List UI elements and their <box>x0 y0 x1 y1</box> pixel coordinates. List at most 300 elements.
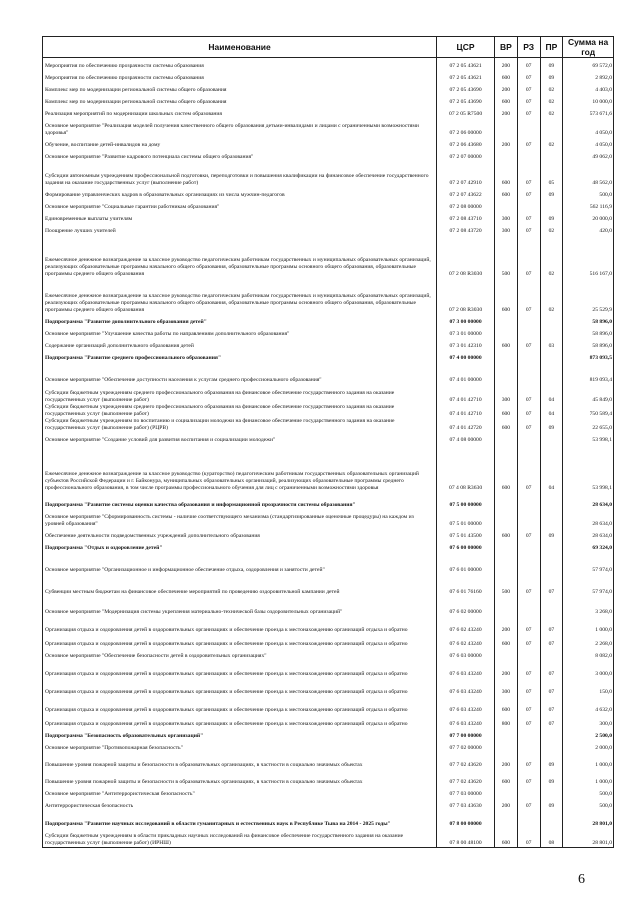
cell-pr <box>540 326 563 338</box>
table-row <box>43 94 614 106</box>
cell-csr: 07 4 08 R3630 <box>437 444 495 492</box>
cell-pr: 09 <box>540 58 563 70</box>
cell-sum: 516 167,0 <box>563 235 614 278</box>
table-row <box>43 187 614 199</box>
cell-name: Организация отдыха и оздоровления детей в оздоровительных организациях и обеспечение проезда к местонахождению организаций отдыха и обратно <box>43 678 437 696</box>
cell-name: Основное мероприятие "Организационное и информационное обеспечение отдыха, оздоровления и занятости детей" <box>43 552 437 574</box>
cell-pr: 04 <box>540 384 563 404</box>
cell-vr <box>495 199 518 211</box>
table-row <box>43 362 614 384</box>
cell-pr: 09 <box>540 211 563 223</box>
cell-pr <box>540 728 563 740</box>
cell-csr: 07 6 01 76160 <box>437 574 495 596</box>
cell-sum: 150,0 <box>563 678 614 696</box>
cell-vr: 200 <box>495 616 518 634</box>
cell-vr: 800 <box>495 714 518 728</box>
table-row <box>43 660 614 678</box>
cell-csr: 07 2 07 43622 <box>437 187 495 199</box>
table-row <box>43 696 614 714</box>
cell-name: Повышение уровня пожарной защиты и безопасности в образовательных организациях, в частности в социально значимых объектах <box>43 769 437 786</box>
cell-csr: 07 4 00 00000 <box>437 350 495 362</box>
cell-rz: 07 <box>517 696 540 714</box>
cell-pr <box>540 552 563 574</box>
cell-pr: 09 <box>540 187 563 199</box>
cell-rz <box>517 362 540 384</box>
cell-vr: 600 <box>495 828 518 848</box>
cell-rz: 07 <box>517 106 540 118</box>
cell-pr <box>540 540 563 552</box>
cell-name: Субсидии автономным учреждениям профессиональной подготовки, переподготовки и повышения квалификации на финансовое обеспечение государственного задания на оказание государственных услуг (выполнение работ) <box>43 161 437 187</box>
cell-name: Основное мероприятие "Противопожарная безопасность" <box>43 740 437 752</box>
cell-csr: 07 2 05 43690 <box>437 82 495 94</box>
cell-name: Подпрограмма "Развитие дополнительного образования детей" <box>43 314 437 326</box>
table-row <box>43 786 614 798</box>
cell-name: Основное мероприятие "Обеспечение доступности населения к услугам среднего профессионального образования" <box>43 362 437 384</box>
cell-sum: 420,0 <box>563 223 614 235</box>
cell-sum: 22 655,0 <box>563 418 614 432</box>
header-pr: ПР <box>540 37 563 58</box>
cell-vr: 600 <box>495 94 518 106</box>
cell-pr: 07 <box>540 634 563 648</box>
cell-rz: 07 <box>517 187 540 199</box>
table-row <box>43 137 614 149</box>
table-row <box>43 634 614 648</box>
cell-name: Субсидии бюджетным учреждениям в области прикладных научных исследований на финансовое обеспечение государственного задания на оказание государственных услуг (выполнение работ) (ИРНШ) <box>43 828 437 848</box>
cell-pr: 09 <box>540 418 563 432</box>
cell-vr: 600 <box>495 278 518 314</box>
table-row <box>43 314 614 326</box>
cell-csr: 07 4 08 00000 <box>437 432 495 444</box>
cell-pr: 07 <box>540 678 563 696</box>
cell-rz: 07 <box>517 828 540 848</box>
cell-rz <box>517 648 540 660</box>
table-row <box>43 616 614 634</box>
cell-pr <box>540 149 563 161</box>
cell-name: Реализация мероприятий по модернизации школьных систем образования <box>43 106 437 118</box>
table-row <box>43 278 614 314</box>
cell-name: Основное мероприятие "Реализация моделей получения качественного общего образования детьми-инвалидами и лицами с ограниченными возможностями здоровья" <box>43 118 437 137</box>
cell-pr: 07 <box>540 696 563 714</box>
cell-rz <box>517 326 540 338</box>
cell-sum: 48 562,0 <box>563 161 614 187</box>
cell-rz: 07 <box>517 634 540 648</box>
cell-vr: 600 <box>495 418 518 432</box>
cell-name: Организация отдыха и оздоровления детей в оздоровительных организациях и обеспечение проезда к местонахождению организаций отдыха и обратно <box>43 616 437 634</box>
cell-vr <box>495 118 518 137</box>
cell-name: Комплекс мер по модернизации региональной системы общего образования <box>43 94 437 106</box>
cell-sum: 2 000,0 <box>563 740 614 752</box>
cell-rz <box>517 810 540 828</box>
cell-vr: 600 <box>495 528 518 540</box>
cell-sum: 4 050,0 <box>563 137 614 149</box>
cell-pr <box>540 810 563 828</box>
cell-pr: 02 <box>540 82 563 94</box>
cell-rz: 07 <box>517 161 540 187</box>
cell-rz: 07 <box>517 678 540 696</box>
table-row <box>43 492 614 509</box>
cell-rz <box>517 432 540 444</box>
cell-name: Ежемесячное денежное вознаграждение за классное руководство (кураторство) педагогическим работникам государственных образовательных организаций субъектов Российской Федерации и г. Байконура, муниципальных образовательных организаций, реализующих образовательные программы среднего профессионального образования, в том числе программы профессионального обучения для лиц с ограниченными возможностями здоровья <box>43 444 437 492</box>
cell-csr: 07 8 00 00000 <box>437 810 495 828</box>
cell-pr: 04 <box>540 444 563 492</box>
cell-pr: 02 <box>540 94 563 106</box>
cell-name: Субсидии бюджетным учреждениям среднего профессионального образования на финансовое обеспечение государственного задания на оказание государственных услуг (выполнение работ) <box>43 404 437 418</box>
cell-pr: 09 <box>540 752 563 769</box>
cell-vr: 200 <box>495 660 518 678</box>
table-row <box>43 432 614 444</box>
cell-rz: 07 <box>517 278 540 314</box>
cell-csr: 07 2 05 43621 <box>437 58 495 70</box>
cell-rz <box>517 509 540 528</box>
cell-csr: 07 2 06 43680 <box>437 137 495 149</box>
cell-rz: 07 <box>517 660 540 678</box>
cell-name: Субсидии бюджетным учреждениям среднего профессионального образования на финансовое обеспечение государственного задания на оказание государственных услуг (выполнение работ) <box>43 384 437 404</box>
cell-csr: 07 7 03 00000 <box>437 786 495 798</box>
cell-csr: 07 2 05 43621 <box>437 70 495 82</box>
cell-rz: 07 <box>517 798 540 810</box>
cell-csr: 07 5 00 00000 <box>437 492 495 509</box>
cell-vr: 600 <box>495 70 518 82</box>
cell-vr: 200 <box>495 82 518 94</box>
cell-csr: 07 2 06 00000 <box>437 118 495 137</box>
cell-sum: 57 974,0 <box>563 574 614 596</box>
cell-vr: 600 <box>495 161 518 187</box>
cell-vr: 600 <box>495 696 518 714</box>
cell-sum: 28 801,0 <box>563 810 614 828</box>
cell-pr: 07 <box>540 660 563 678</box>
cell-vr <box>495 432 518 444</box>
page-number: 6 <box>578 872 585 887</box>
cell-csr: 07 6 02 43240 <box>437 634 495 648</box>
cell-name: Подпрограмма "Развитие среднего профессионального образования" <box>43 350 437 362</box>
table-row <box>43 769 614 786</box>
cell-sum: 562 116,9 <box>563 199 614 211</box>
cell-name: Подпрограмма "Развитие научных исследований в области гуманитарных и естественных наук в Республике Тыва на 2014 - 2025 годы" <box>43 810 437 828</box>
cell-csr: 07 2 08 43710 <box>437 211 495 223</box>
cell-rz: 07 <box>517 444 540 492</box>
cell-pr: 07 <box>540 574 563 596</box>
cell-rz <box>517 149 540 161</box>
cell-pr <box>540 492 563 509</box>
cell-vr: 300 <box>495 384 518 404</box>
table-row <box>43 752 614 769</box>
header-csr: ЦСР <box>437 37 495 58</box>
cell-name: Формирование управленческих кадров в образовательных организациях из числа мужчин-педагогов <box>43 187 437 199</box>
cell-rz: 07 <box>517 58 540 70</box>
table-row <box>43 678 614 696</box>
cell-csr: 07 6 03 43240 <box>437 660 495 678</box>
cell-name: Основное мероприятие "Антитеррористическая безопасность" <box>43 786 437 798</box>
cell-pr: 02 <box>540 278 563 314</box>
cell-sum: 58 896,0 <box>563 314 614 326</box>
cell-vr <box>495 540 518 552</box>
cell-pr: 03 <box>540 338 563 350</box>
cell-csr: 07 6 02 00000 <box>437 596 495 616</box>
cell-vr <box>495 509 518 528</box>
cell-pr <box>540 350 563 362</box>
cell-csr: 07 6 03 43240 <box>437 696 495 714</box>
cell-rz: 07 <box>517 211 540 223</box>
cell-vr: 300 <box>495 223 518 235</box>
cell-rz: 07 <box>517 70 540 82</box>
cell-csr: 07 7 00 00000 <box>437 728 495 740</box>
cell-vr: 500 <box>495 574 518 596</box>
cell-vr: 600 <box>495 187 518 199</box>
cell-sum: 25 529,9 <box>563 278 614 314</box>
cell-vr: 600 <box>495 634 518 648</box>
cell-vr: 600 <box>495 769 518 786</box>
cell-csr: 07 6 03 00000 <box>437 648 495 660</box>
cell-name: Обучение, воспитание детей-инвалидов на дому <box>43 137 437 149</box>
table-row <box>43 223 614 235</box>
cell-sum: 53 998,1 <box>563 432 614 444</box>
cell-vr <box>495 728 518 740</box>
cell-rz <box>517 118 540 137</box>
cell-csr: 07 2 05 43690 <box>437 94 495 106</box>
cell-pr: 02 <box>540 106 563 118</box>
cell-name: Единовременные выплаты учителям <box>43 211 437 223</box>
table-row <box>43 350 614 362</box>
cell-rz: 07 <box>517 418 540 432</box>
cell-csr: 07 2 07 42910 <box>437 161 495 187</box>
table-row <box>43 384 614 404</box>
table-row <box>43 714 614 728</box>
cell-csr: 07 4 01 00000 <box>437 362 495 384</box>
table-row <box>43 540 614 552</box>
cell-rz: 07 <box>517 223 540 235</box>
cell-pr: 02 <box>540 223 563 235</box>
header-name: Наименование <box>43 37 437 58</box>
table-row <box>43 810 614 828</box>
cell-sum: 873 093,5 <box>563 350 614 362</box>
cell-rz: 07 <box>517 616 540 634</box>
cell-csr: 07 6 02 43240 <box>437 616 495 634</box>
cell-csr: 07 2 08 43720 <box>437 223 495 235</box>
cell-csr: 07 8 00 48100 <box>437 828 495 848</box>
cell-pr: 09 <box>540 70 563 82</box>
table-row <box>43 552 614 574</box>
cell-csr: 07 3 01 00000 <box>437 326 495 338</box>
cell-name: Подпрограмма "Отдых и оздоровление детей" <box>43 540 437 552</box>
table-row <box>43 82 614 94</box>
cell-pr: 02 <box>540 235 563 278</box>
cell-sum: 2 268,0 <box>563 634 614 648</box>
cell-sum: 4 050,0 <box>563 118 614 137</box>
cell-sum: 500,0 <box>563 187 614 199</box>
cell-name: Обеспечение деятельности подведомственных учреждений дополнительного образования <box>43 528 437 540</box>
cell-pr <box>540 199 563 211</box>
cell-name: Ежемесячное денежное вознаграждение за классное руководство педагогическим работникам государственных и муниципальных образовательных организаций, реализующих образовательные программы начального общего образования, образовательные программы основного общего образования, образовательные программы среднего общего образования <box>43 278 437 314</box>
cell-csr: 07 4 01 42710 <box>437 384 495 404</box>
cell-name: Подпрограмма "Безопасность образовательных организаций" <box>43 728 437 740</box>
cell-name: Организация отдыха и оздоровления детей в оздоровительных организациях и обеспечение проезда к местонахождению организаций отдыха и обратно <box>43 660 437 678</box>
table-row <box>43 404 614 418</box>
table-row <box>43 118 614 137</box>
table-row <box>43 828 614 848</box>
cell-vr <box>495 810 518 828</box>
cell-sum: 1 000,0 <box>563 616 614 634</box>
cell-name: Подпрограмма "Развитие системы оценки качества образования и информационной прозрачности системы образования" <box>43 492 437 509</box>
cell-vr <box>495 648 518 660</box>
cell-sum: 3 268,0 <box>563 596 614 616</box>
table-row <box>43 338 614 350</box>
cell-rz <box>517 314 540 326</box>
table-row <box>43 740 614 752</box>
cell-sum: 58 896,0 <box>563 326 614 338</box>
table-row <box>43 648 614 660</box>
cell-sum: 4 403,0 <box>563 82 614 94</box>
cell-vr <box>495 326 518 338</box>
cell-name: Ежемесячное денежное вознаграждение за классное руководство педагогическим работникам государственных и муниципальных образовательных организаций, реализующих образовательные программы начального общего образования, образовательные программы основного общего образования, образовательные программы среднего общего образования <box>43 235 437 278</box>
table-row <box>43 596 614 616</box>
cell-name: Основное мероприятие "Модернизация системы укрепления материально-технической базы оздоровительных организаций" <box>43 596 437 616</box>
cell-csr: 07 7 02 43620 <box>437 752 495 769</box>
table-row <box>43 574 614 596</box>
cell-rz: 07 <box>517 714 540 728</box>
cell-sum: 69 572,0 <box>563 58 614 70</box>
cell-rz: 07 <box>517 94 540 106</box>
cell-rz: 07 <box>517 384 540 404</box>
cell-rz <box>517 552 540 574</box>
table-row <box>43 528 614 540</box>
cell-sum: 69 324,0 <box>563 540 614 552</box>
cell-vr <box>495 362 518 384</box>
cell-name: Субсидии бюджетным учреждениям по воспитанию и социализации молодежи на финансовое обеспечение государственного задания на оказание государственных услуг (выполнение работ) (РЦРВ) <box>43 418 437 432</box>
cell-csr: 07 7 02 00000 <box>437 740 495 752</box>
table-row <box>43 798 614 810</box>
cell-sum: 10 000,0 <box>563 94 614 106</box>
cell-name: Поощрение лучших учителей <box>43 223 437 235</box>
cell-vr <box>495 492 518 509</box>
cell-rz <box>517 350 540 362</box>
cell-rz: 07 <box>517 752 540 769</box>
cell-vr: 600 <box>495 338 518 350</box>
cell-vr <box>495 350 518 362</box>
cell-sum: 2 892,0 <box>563 70 614 82</box>
cell-csr: 07 6 03 43240 <box>437 714 495 728</box>
cell-pr: 04 <box>540 404 563 418</box>
table-row <box>43 70 614 82</box>
table-header <box>43 37 614 58</box>
cell-rz <box>517 596 540 616</box>
cell-sum: 500,0 <box>563 798 614 810</box>
cell-rz <box>517 740 540 752</box>
cell-vr: 200 <box>495 798 518 810</box>
table-row <box>43 199 614 211</box>
header-rz: РЗ <box>517 37 540 58</box>
table-row <box>43 509 614 528</box>
cell-csr: 07 7 02 43620 <box>437 769 495 786</box>
cell-name: Мероприятия по обеспечению прозрачности системы образования <box>43 70 437 82</box>
cell-name: Основное мероприятие "Сформированность системы - наличие соответствующего механизма (стандартизированные оценочные процедуры) на каждом из уровней образования" <box>43 509 437 528</box>
cell-vr: 600 <box>495 404 518 418</box>
budget-table-container <box>42 36 614 848</box>
table-row <box>43 235 614 278</box>
cell-rz: 07 <box>517 769 540 786</box>
cell-rz: 07 <box>517 404 540 418</box>
cell-sum: 500,0 <box>563 786 614 798</box>
cell-csr: 07 3 00 00000 <box>437 314 495 326</box>
cell-sum: 1 000,0 <box>563 752 614 769</box>
table-row <box>43 58 614 70</box>
cell-csr: 07 2 08 R3030 <box>437 235 495 278</box>
cell-name: Мероприятия по обеспечению прозрачности системы образования <box>43 58 437 70</box>
cell-csr: 07 5 01 00000 <box>437 509 495 528</box>
cell-sum: 28 801,0 <box>563 828 614 848</box>
cell-pr <box>540 509 563 528</box>
cell-name: Антитеррористическая безопасность <box>43 798 437 810</box>
cell-pr <box>540 786 563 798</box>
cell-csr: 07 6 00 00000 <box>437 540 495 552</box>
cell-pr: 09 <box>540 798 563 810</box>
cell-vr <box>495 596 518 616</box>
cell-name: Организация отдыха и оздоровления детей в оздоровительных организациях и обеспечение проезда к местонахождению организаций отдыха и обратно <box>43 696 437 714</box>
cell-rz: 07 <box>517 137 540 149</box>
cell-pr <box>540 596 563 616</box>
cell-sum: 2 500,0 <box>563 728 614 740</box>
cell-vr: 200 <box>495 106 518 118</box>
cell-pr: 07 <box>540 616 563 634</box>
cell-name: Организация отдыха и оздоровления детей в оздоровительных организациях и обеспечение проезда к местонахождению организаций отдыха и обратно <box>43 634 437 648</box>
table-row <box>43 211 614 223</box>
cell-csr: 07 6 03 43240 <box>437 678 495 696</box>
cell-sum: 28 634,0 <box>563 509 614 528</box>
cell-sum: 819 093,4 <box>563 362 614 384</box>
cell-pr <box>540 648 563 660</box>
cell-sum: 8 082,0 <box>563 648 614 660</box>
cell-sum: 300,0 <box>563 714 614 728</box>
cell-name: Основное мероприятие "Создание условий для развития воспитания и социализации молодежи" <box>43 432 437 444</box>
cell-pr: 02 <box>540 137 563 149</box>
table-body <box>43 58 614 848</box>
cell-vr: 200 <box>495 58 518 70</box>
cell-rz: 07 <box>517 574 540 596</box>
table-row <box>43 161 614 187</box>
cell-sum: 49 062,0 <box>563 149 614 161</box>
cell-sum: 750 589,4 <box>563 404 614 418</box>
cell-pr <box>540 118 563 137</box>
cell-pr <box>540 362 563 384</box>
cell-rz: 07 <box>517 528 540 540</box>
cell-sum: 28 634,0 <box>563 492 614 509</box>
cell-sum: 53 998,1 <box>563 444 614 492</box>
cell-csr: 07 7 03 43630 <box>437 798 495 810</box>
cell-pr: 09 <box>540 528 563 540</box>
cell-name: Основное мероприятие "Социальные гарантии работникам образования" <box>43 199 437 211</box>
cell-vr <box>495 314 518 326</box>
cell-csr: 07 6 01 00000 <box>437 552 495 574</box>
table-row <box>43 149 614 161</box>
cell-sum: 45 849,0 <box>563 384 614 404</box>
cell-pr: 05 <box>540 161 563 187</box>
header-vr: ВР <box>495 37 518 58</box>
cell-csr: 07 3 01 42310 <box>437 338 495 350</box>
cell-name: Субвенции местным бюджетам на финансовое обеспечение мероприятий по проведению оздоровительной кампании детей <box>43 574 437 596</box>
table-row <box>43 326 614 338</box>
cell-csr: 07 2 05 R7500 <box>437 106 495 118</box>
cell-vr <box>495 740 518 752</box>
cell-rz <box>517 199 540 211</box>
cell-pr: 07 <box>540 714 563 728</box>
cell-vr: 200 <box>495 752 518 769</box>
cell-sum: 573 671,6 <box>563 106 614 118</box>
cell-vr: 500 <box>495 235 518 278</box>
cell-pr <box>540 314 563 326</box>
cell-vr: 200 <box>495 137 518 149</box>
cell-rz <box>517 786 540 798</box>
cell-vr <box>495 786 518 798</box>
cell-rz: 07 <box>517 235 540 278</box>
